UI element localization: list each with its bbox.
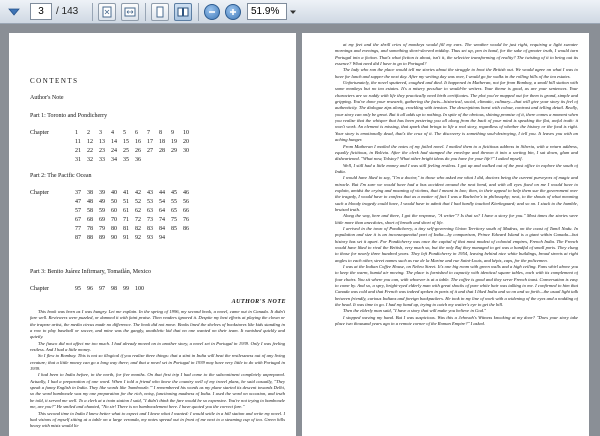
chapter-link[interactable]: 62 (135, 208, 141, 214)
chapter-link[interactable]: 27 (147, 148, 153, 154)
chapter-link[interactable]: 93 (147, 235, 153, 241)
chapter-link[interactable]: 58 (87, 208, 93, 214)
toc-chapter-row (30, 207, 195, 216)
chapter-link[interactable]: 22 (87, 148, 93, 154)
chapter-link[interactable]: 98 (111, 286, 117, 292)
chapter-link[interactable]: 82 (135, 226, 141, 232)
toc-chapter-row (30, 198, 195, 207)
chapter-link[interactable]: 16 (135, 139, 141, 145)
chapter-link[interactable]: 21 (75, 148, 81, 154)
chapter-link[interactable]: 39 (99, 190, 105, 196)
chapter-link[interactable]: 95 (75, 286, 81, 292)
fit-page-icon (101, 6, 113, 18)
chapter-link[interactable]: 35 (123, 157, 129, 163)
chapter-link[interactable]: 79 (99, 226, 105, 232)
toc-part-1: Part 1: Toronto and Pondicherry (30, 113, 108, 119)
chapter-link[interactable]: 80 (111, 226, 117, 232)
toc-part-3-chapters (30, 285, 147, 294)
chapter-link[interactable]: 92 (135, 235, 141, 241)
document-viewer[interactable] (0, 24, 600, 436)
chapter-link[interactable]: 24 (111, 148, 117, 154)
body-paragraph: at my feet and the shrill cries of monkeys would fill my ears. The weather would be just right, requiring a light sweater mornings and evenings, and something short-sleeved midday. Thus set up, pen in hand, for the sake of greater truth, I would turn Portugal into a fiction. That's what fiction is about, isn't it, the selective transforming of reality? The twisting of it to bring out its essence? What need did I have to go to Portugal? (335, 42, 578, 67)
chapter-link[interactable]: 29 (171, 148, 177, 154)
chapter-link[interactable]: 49 (99, 199, 105, 205)
chapter-link[interactable]: 3 (99, 130, 102, 136)
chapter-link[interactable]: 56 (183, 199, 189, 205)
chapter-link[interactable]: 53 (147, 199, 153, 205)
zoom-in-icon (228, 7, 238, 17)
chapter-link[interactable]: 19 (171, 139, 177, 145)
toc-part-2: Part 2: The Pacific Ocean (30, 173, 92, 179)
chapter-link[interactable]: 38 (87, 190, 93, 196)
chapter-link[interactable]: 31 (75, 157, 81, 163)
chapter-link[interactable]: 99 (123, 286, 129, 292)
toc-chapter-row (30, 156, 195, 165)
chapter-link[interactable]: 64 (159, 208, 165, 214)
chapter-link[interactable]: 14 (111, 139, 117, 145)
chapter-link[interactable]: 94 (159, 235, 165, 241)
chapter-link[interactable]: 97 (99, 286, 105, 292)
chapter-link[interactable]: 20 (183, 139, 189, 145)
chapter-link[interactable]: 30 (183, 148, 189, 154)
chapter-link[interactable]: 61 (123, 208, 129, 214)
toc-chapter-row (30, 285, 147, 294)
chapter-link[interactable]: 43 (147, 190, 153, 196)
chevron-down-icon (289, 8, 297, 16)
chapter-link[interactable]: 13 (99, 139, 105, 145)
toc-chapter-row (30, 234, 195, 243)
left-page-body-text (30, 309, 285, 433)
toc-part-1-chapters (30, 129, 195, 165)
chapter-link[interactable]: 75 (171, 217, 177, 223)
chapter-link[interactable]: 10 (183, 130, 189, 136)
single-page-icon (154, 6, 166, 18)
page-total: / 143 (56, 6, 79, 17)
toc-authors-note: Author's Note (30, 95, 64, 101)
chapter-link[interactable]: 86 (183, 226, 189, 232)
chapter-link[interactable]: 46 (183, 190, 189, 196)
body-paragraph: This second time to India I knew better what to expect and I knew what I wanted: I would settle in a hill station and write my novel. I had visions of myself sitting at a table on a large veranda, my notes spread out in front of me next to a steaming cup of tea. Green hills heavy with mists would lie (30, 410, 285, 429)
single-page-view-button[interactable] (151, 3, 169, 21)
zoom-out-icon (207, 7, 217, 17)
chapter-link[interactable]: 15 (123, 139, 129, 145)
zoom-out-button[interactable] (204, 4, 220, 20)
chapter-link[interactable]: 48 (87, 199, 93, 205)
chapter-link[interactable]: 28 (159, 148, 165, 154)
authors-note-heading: AUTHOR'S NOTE (231, 299, 286, 305)
chapter-link[interactable]: 100 (135, 286, 144, 292)
fit-width-button[interactable] (121, 3, 139, 21)
chapter-link[interactable]: 5 (123, 130, 126, 136)
chapter-label: Chapter (30, 190, 49, 196)
chapter-link[interactable]: 4 (111, 130, 114, 136)
body-paragraph: Along the way, here and there, I got the response, "A writer"? Is that so? I have a story for you." Most times the stories were little more than anecdotes, short of breath and short of life. (335, 213, 578, 225)
chapter-link[interactable]: 6 (135, 130, 138, 136)
chapter-link[interactable]: 76 (183, 217, 189, 223)
chapter-link[interactable]: 60 (111, 208, 117, 214)
chapter-link[interactable]: 50 (111, 199, 117, 205)
chapter-link[interactable]: 55 (171, 199, 177, 205)
chapter-link[interactable]: 77 (75, 226, 81, 232)
chapter-link[interactable]: 74 (159, 217, 165, 223)
chapter-link[interactable]: 81 (123, 226, 129, 232)
body-paragraph: I stopped waving my hand. But I was suspicious. Was this a Jehovah's Witness knocking at my door? "Does your story take place two thousand years ago in a remote corner of the Roman Empire?" I asked. (335, 314, 578, 327)
two-page-view-button[interactable] (174, 3, 192, 21)
body-paragraph: The fiasco did not affect me too much. I had already moved on to another story, a novel set in Portugal in 1939. Only I was feeling restless. And I had a little money. (30, 340, 285, 353)
chapter-link[interactable]: 8 (159, 130, 162, 136)
body-paragraph: I was at the Indian Coffee House, on Nehru Street. It's one big room with green walls and a high ceiling. Fans whirl above you to keep the warm, humid air moving. The place is furnished to capacity with identical square tables, each with its complement of four chairs. You sit where you can, with whoever is at a table. The coffee is good and they serve French toast. Conversation is easy to come by. And so, a spry, bright-eyed elderly man with great shocks of pure white hair was talking to me. I confirmed to him that Canada was cold and that French was indeed spoken in parts of it and that I liked India and so on and so forth—the usual light talk between friendly, curious Indians and foreign backpackers. He took in my line of work with a widening of the eyes and a nodding of the head. It was time to go. I had my hand up, trying to catch my waiter's eye to get the bill. (335, 264, 578, 308)
toolbar-divider (92, 3, 93, 21)
chapter-link[interactable]: 91 (123, 235, 129, 241)
document-page-left (9, 33, 296, 436)
body-paragraph: Well, I still had a little money and I was still feeling restless. I got up and walked out of the post office to explore the south of India. (335, 162, 578, 174)
body-paragraph: The lady who ran the place would tell me stories about the struggle to boot the British out. We would agree on what I was to have for lunch and supper the next day. After my writing day was over, I would go for walks in the rolling hills of the tea estates. (335, 67, 578, 79)
toc-chapter-row (30, 147, 195, 156)
chapter-link[interactable]: 2 (87, 130, 90, 136)
chapter-link[interactable]: 72 (135, 217, 141, 223)
chapter-link[interactable]: 41 (123, 190, 129, 196)
toc-chapter-row (30, 216, 195, 225)
chapter-link[interactable]: 96 (87, 286, 93, 292)
zoom-level-input[interactable]: 51.9% (247, 3, 287, 20)
toc-chapter-row (30, 138, 195, 147)
chapter-link[interactable]: 73 (147, 217, 153, 223)
chapter-link[interactable]: 84 (159, 226, 165, 232)
chapter-label: Chapter (30, 286, 49, 292)
chapter-link[interactable]: 45 (171, 190, 177, 196)
body-paragraph: This book was born as I was hungry. Let me explain. In the spring of 1996, my second book, a novel, came out in Canada. It didn't fare well. Reviewers were puzzled, or damned it with faint praise. Then readers ignored it. Despite my best efforts at playing the clown or the trapeze artist, the media circus made no difference. The book did not move. Books lined the shelves of bookstores like kids standing in a row to play baseball or soccer, and mine was the gangly, unathletic kid that no one wanted on their team. It vanished quickly and quietly. (30, 309, 285, 340)
chapter-link[interactable]: 23 (99, 148, 105, 154)
fit-width-icon (124, 6, 136, 18)
body-paragraph: I had been to India before, in the north, for five months. On that first trip I had come to the subcontinent completely unprepared. Actually, I had a preparation of one word. When I told a friend who knew the country well of my travel plans, he said casually, "They speak a funny English in India. They like words like 'bamboozle.'" I remembered his words as my plane started its descent towards Delhi, so the word bamboozle was my one preparation for the rich, noisy, functioning madness of India. I used the word on occasion, and truth be told, it served me well. To a clerk at a train station I said, "I didn't think the fare would be so expensive. You're not trying to bamboozle me, are you?" He smiled and chanted, "No sir! There is no bamboozlement here. I have quoted you the correct fare." (30, 372, 285, 410)
chapter-link[interactable]: 26 (135, 148, 141, 154)
chapter-link[interactable]: 63 (147, 208, 153, 214)
chapter-link[interactable]: 47 (75, 199, 81, 205)
chapter-link[interactable]: 17 (147, 139, 153, 145)
chapter-link[interactable]: 7 (147, 130, 150, 136)
chapter-link[interactable]: 88 (87, 235, 93, 241)
body-paragraph: I would have liked to say, "I'm a doctor," to those who asked me what I did, doctors being the current purveyors of magic and miracle. But I'm sure we would have had a bus accident around the next bend, and with all eyes fixed on me I would have to explain, amidst the crying and moaning of victims, that I meant in law; then, to their appeal to help them sue the government over the tragedy, I would have to confess that as a matter of fact I was a Bachelor's in philosophy; next, to the shouts of what meaning such a bloody tragedy could have, I would have to admit that I had hardly touched Kierkegaard; and so on. I stuck to the humble, bruised truth. (335, 175, 578, 212)
chapter-link[interactable]: 87 (75, 235, 81, 241)
chapter-link[interactable]: 67 (75, 217, 81, 223)
toc-chapter-row (30, 129, 195, 138)
chapter-link[interactable]: 42 (135, 190, 141, 196)
next-page-button[interactable] (4, 3, 24, 21)
fit-page-button[interactable] (98, 3, 116, 21)
chapter-link[interactable]: 18 (159, 139, 165, 145)
body-paragraph: Then the elderly man said, "I have a story that will make you believe in God." (343, 308, 487, 314)
chapter-link[interactable]: 25 (123, 148, 129, 154)
chapter-link[interactable]: 51 (123, 199, 129, 205)
chapter-link[interactable]: 71 (123, 217, 129, 223)
toc-chapter-row (30, 225, 195, 234)
chapter-link[interactable]: 70 (111, 217, 117, 223)
chapter-link[interactable]: 44 (159, 190, 165, 196)
toolbar-divider (145, 3, 146, 21)
chapter-link[interactable]: 37 (75, 190, 81, 196)
chapter-link[interactable]: 83 (147, 226, 153, 232)
chapter-label: Chapter (30, 130, 49, 136)
chapter-link[interactable]: 89 (99, 235, 105, 241)
body-paragraph: I arrived in the town of Pondicherry, a tiny self-governing Union Territory south of Madras, on the coast of Tamil Nadu. In population and size it is an inconsequential part of India—by comparison, Prince Edward Island is a giant within Canada—but history has set it apart. For Pondicherry was once the capital of that most modest of colonial empires, French India. The French would have liked to rival the British, very much so, but the only Raj they managed to get was a handful of small ports. They clung to those for nearly three hundred years. They left Pondicherry in 1954, leaving behind nice white buildings, broad streets at right angles to each other, street names such as rue de la Marine and rue Saint-Louis, and képis, caps, for the policemen. (335, 225, 578, 263)
document-page-right (302, 33, 589, 436)
chapter-link[interactable]: 52 (135, 199, 141, 205)
toc-part-3: Part 3: Benito Juárez Infirmary, Tomatlán, Mexico (30, 269, 152, 275)
chapter-link[interactable]: 9 (171, 130, 174, 136)
chapter-link[interactable]: 85 (171, 226, 177, 232)
chapter-link[interactable]: 90 (111, 235, 117, 241)
body-paragraph: From Matheran I mailed the notes of my failed novel. I mailed them to a fictitious address in Siberia, with a return address, equally fictitious, in Bolivia. After the clerk had stamped the envelope and thrown it into a sorting bin, I sat down, glum and disheartened. "What now, Tolstoy? What other bright ideas do you have for your life?" I asked myself. (335, 143, 578, 162)
toolbar (0, 0, 600, 24)
down-arrow-icon (6, 4, 22, 20)
chapter-link[interactable]: 68 (87, 217, 93, 223)
toc-part-2-chapters (30, 189, 195, 243)
chapter-link[interactable]: 11 (75, 139, 81, 145)
chapter-link[interactable]: 40 (111, 190, 117, 196)
chapter-link[interactable]: 32 (87, 157, 93, 163)
chapter-link[interactable]: 36 (135, 157, 141, 163)
zoom-in-button[interactable] (225, 4, 241, 20)
two-page-icon (177, 6, 189, 18)
right-page-body-text (335, 42, 578, 432)
chapter-link[interactable]: 78 (87, 226, 93, 232)
chapter-link[interactable]: 54 (159, 199, 165, 205)
toolbar-divider (198, 3, 199, 21)
chapter-link[interactable]: 65 (171, 208, 177, 214)
contents-title: CONTENTS (30, 77, 79, 85)
chapter-link[interactable]: 59 (99, 208, 105, 214)
zoom-dropdown-button[interactable] (288, 3, 298, 20)
chapter-link[interactable]: 33 (99, 157, 105, 163)
chapter-link[interactable]: 34 (111, 157, 117, 163)
chapter-link[interactable]: 1 (75, 130, 78, 136)
chapter-link[interactable]: 66 (183, 208, 189, 214)
body-paragraph: Unfortunately, the novel sputtered, coughed and died. It happened in Matheran, not far from Bombay, a small hill station with some monkeys but no tea estates. It's a misery peculiar to would-be writers. Your theme is good, as are your sentences. Your characters are so ruddy with life they practically need birth certificates. The plot you've mapped out for them is grand, simple and gripping. You've done your research, gathering the facts—historical, social, climatic, culinary—that will give your story its feel of authenticity. The dialogue zips along, crackling with tension. The descriptions burst with colour, contrast and telling detail. Really, your story can only be great. But it all adds up to nothing. In spite of the obvious, shining promise of it, there comes a moment when you realize that the whisper that has been pestering you all along from the back of your mind is speaking the flat, awful truth: it won't work. An element is missing, that spark that brings to life a real story, regardless of whether the history or the food is right. Your story is emotionally dead, that's the crux of it. The discovery is something soul-destroying, I tell you. It leaves you with an aching hunger. (335, 80, 578, 143)
chapter-link[interactable]: 57 (75, 208, 81, 214)
page-number-input[interactable]: 3 (30, 3, 52, 20)
body-paragraph: So I flew to Bombay. This is not so illogical if you realize three things: that a stint in India will beat the restlessness out of any living creature; that a little money can go a long way there; and that a novel set in Portugal in 1939 may have very little to do with Portugal in 1939. (30, 353, 285, 372)
toc-chapter-row (30, 189, 195, 198)
chapter-link[interactable]: 12 (87, 139, 93, 145)
chapter-link[interactable]: 69 (99, 217, 105, 223)
